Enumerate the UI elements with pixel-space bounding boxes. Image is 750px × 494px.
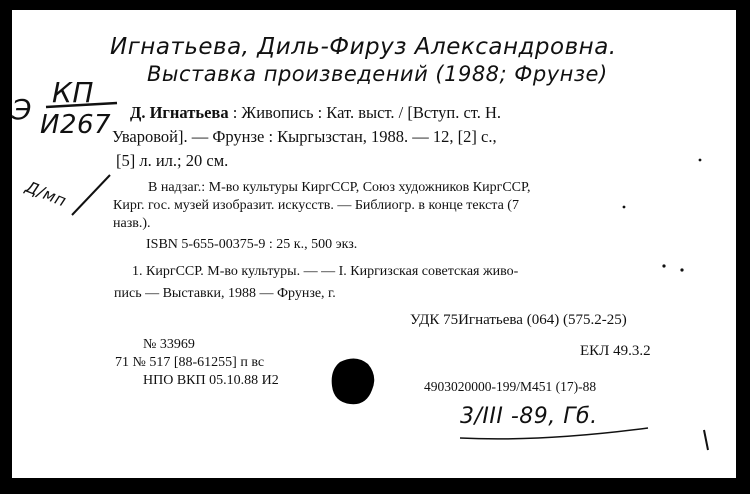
title-statement: : Живопись : Кат. выст. / [Вступ. ст. Н. — [228, 103, 502, 122]
ink-blot — [330, 356, 378, 408]
handwritten-heading-line1: Игнатьева, Диль-Фируз Александровна. — [110, 34, 617, 60]
order-line: 71 № 517 [88-61255] п вс — [115, 355, 265, 370]
udk-line: УДК 75Игнатьева (064) (575.2-25) — [410, 312, 627, 328]
call-number-prefix: Э — [12, 93, 33, 126]
isbn-line: ISBN 5-655-00375-9 : 25 к., 500 экз. — [146, 237, 358, 252]
handwritten-date-mark: 3/III -89, Гб. — [460, 404, 598, 429]
catalog-card — [12, 10, 736, 478]
entry-line-3: [5] л. ил.; 20 см. — [116, 151, 229, 170]
entry-line-1 — [130, 104, 501, 121]
classification-code: 4903020000-199/М451 (17)-88 — [424, 379, 597, 394]
ekl-line: ЕКЛ 49.3.2 — [580, 343, 651, 359]
note-line-3: назв.). — [113, 216, 151, 231]
subject-line-2: пись — Выставки, 1988 — Фрунзе, г. — [114, 286, 336, 301]
margin-note: Д/мп — [22, 177, 70, 211]
handwritten-heading-line2: Выставка произведений (1988; Фрунзе) — [147, 62, 608, 86]
call-number-bottom: И267 — [40, 110, 112, 140]
author-heading: Д. Игнатьева — [130, 103, 229, 122]
npo-line: НПО ВКП 05.10.88 И2 — [143, 373, 279, 388]
entry-line-2: Уваровой]. — Фрунзе : Кыргызстан, 1988. — 12, [2] с., — [112, 127, 497, 146]
registration-number: № 33969 — [143, 337, 195, 352]
call-number-top: КП — [52, 76, 94, 109]
note-line-2: Кирг. гос. музей изобразит. искусств. — Библиогр. в конце текста (7 — [113, 198, 519, 213]
subject-line-1: 1. КиргССР. М-во культуры. — — I. Киргизская советская живо- — [132, 264, 519, 279]
note-line-1: В надзаг.: М-во культуры КиргССР, Союз художников КиргССР, — [148, 180, 531, 195]
